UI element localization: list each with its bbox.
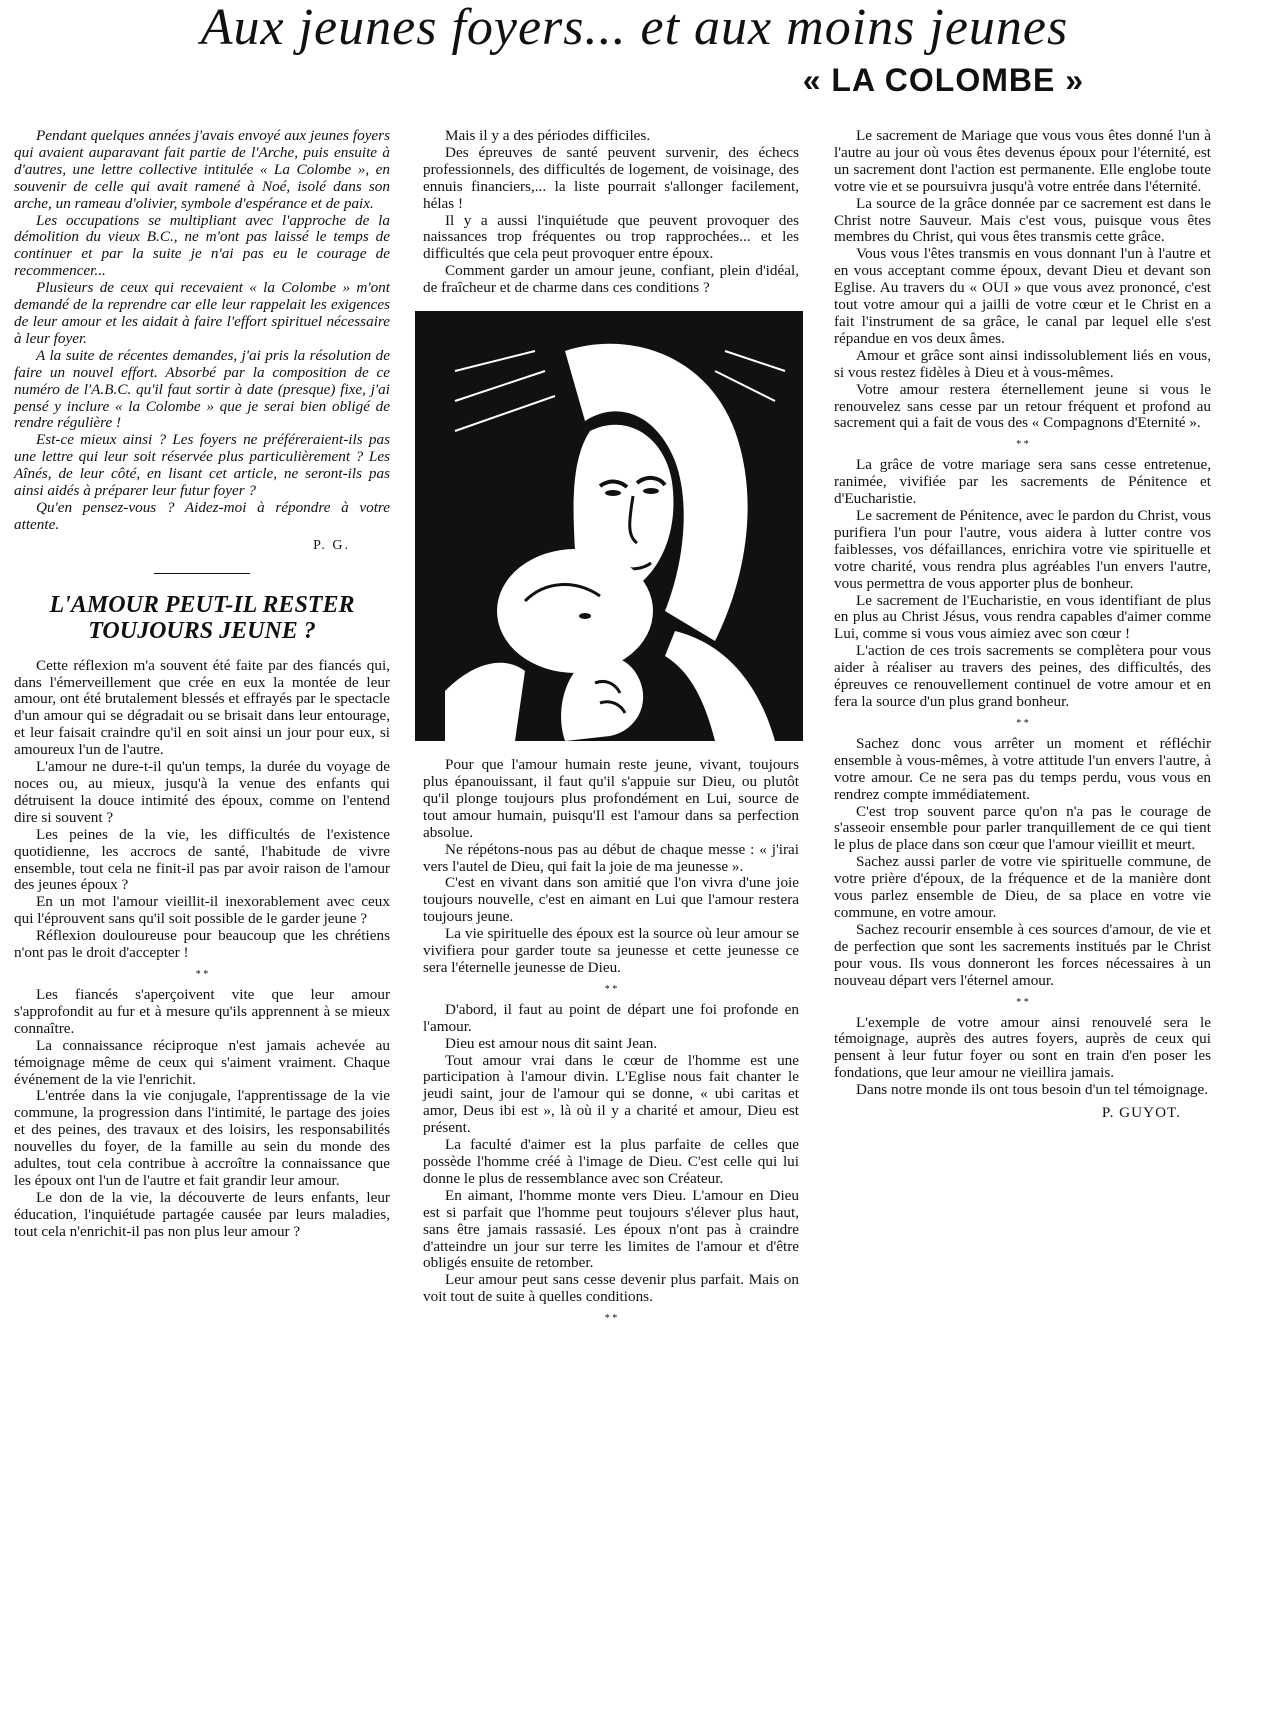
article-paragraph: Les peines de la vie, les difficultés de l'existence quotidienne, les accrocs de santé, l'habitude de vivre ensemble, tout cela ne finit-il pas par avoir raison de l'amour des jeunes époux ? bbox=[14, 825, 390, 894]
intro-paragraph: Pendant quelques années j'avais envoyé aux jeunes foyers qui avaient auparavant fait partie de l'Arche, puis ensuite à d'autres, une lettre collective intitulée « La Colombe », en souvenir de celle qui avait ramené à Noé, isolé dans son arche, un rameau d'olivier, symbole d'espérance et de paix. bbox=[14, 127, 390, 212]
intro-paragraph: A la suite de récentes demandes, j'ai pris la résolution de faire un nouvel effort. Absorbé par la composition de ce numéro de l'A.B.C. qu'il faut sortir à date (presque) fixe, j'ai pensé y inclure « la Colombe » que je serai bien obligé de rendre régulière ! bbox=[14, 346, 390, 432]
article-paragraph: Tout amour vrai dans le cœur de l'homme est une participation à l'amour divin. L'Eglise nous fait chanter le jeudi saint, jour de l'amour qui se donne, « ubi caritas et amor, Deus ibi est », là où il y a charité et amour, Dieu est présent. bbox=[423, 1051, 799, 1137]
article-paragraph: Votre amour restera éternellement jeune si vous le renouvelez sans cesse par un retour fréquent et profond au sacrement qui a fait de vous des « Compagnons d'Eternité ». bbox=[834, 380, 1211, 432]
asterism-separator: * * bbox=[604, 983, 618, 995]
article-paragraph: Vous vous l'êtes transmis en vous donnant l'un à l'autre et en vous acceptant comme époux, devant Dieu et devant son Eglise. Au travers du « OUI » que vous avez prononcé, c'est tout votre amour qui a jailli de votre cœur et le Christ en a fait l'instrument de sa grâce, le canal par lequel elle s'est répandue en vos deux âmes. bbox=[834, 245, 1211, 347]
asterism-separator: * * bbox=[1016, 439, 1029, 451]
intro-paragraph: Les occupations se multipliant avec l'approche de la démolition du vieux B.C., ne m'ont pas laissé le temps de continuer et par la suite je n'ai pas eu le courage de recommencer... bbox=[14, 211, 390, 280]
page-subtitle: « LA COLOMBE » bbox=[802, 62, 1084, 98]
article-paragraph: Sachez donc vous arrêter un moment et réfléchir ensemble à vous-mêmes, à votre attitude l'un envers l'autre, à votre amour. Ce ne sera pas du temps perdu, vous vous en rendrez compte immédiatement. bbox=[834, 734, 1211, 803]
column-2 bbox=[423, 128, 799, 1331]
article-paragraph: Sachez aussi parler de votre vie spirituelle commune, de votre prière d'époux, de la fréquence et de la manière dont vous parlez ensemble de Dieu, de sa place en votre vie commune, en votre amour. bbox=[834, 853, 1211, 921]
article-paragraph: Dieu est amour nous dit saint Jean. bbox=[445, 1034, 658, 1052]
article-paragraph: Leur amour peut sans cesse devenir plus parfait. Mais on voit tout de suite à quelles conditions. bbox=[423, 1271, 799, 1306]
article-paragraph: En aimant, l'homme monte vers Dieu. L'amour en Dieu est si parfait que l'homme peut toujours s'élever plus haut, sans être jamais rassasié. Les époux n'ont pas à craindre d'atteindre un jour sur terre les limites de l'amour et d'être obligés ensuite de retomber. bbox=[423, 1186, 799, 1272]
intro-signature: P. G. bbox=[313, 537, 350, 553]
intro-paragraph: Est-ce mieux ainsi ? Les foyers ne préféreraient-ils pas une lettre qui leur soit réservée plus particulièrement ? Les Aînés, de leur côté, en lisant cet article, ne seront-ils pas ainsi aidés à préparer leur futur foyer ? bbox=[14, 431, 390, 500]
intro-section bbox=[14, 128, 390, 534]
article-title: L'AMOUR PEUT-IL RESTER TOUJOURS JEUNE ? bbox=[49, 591, 355, 644]
intro-paragraph: Plusieurs de ceux qui recevaient « la Colombe » m'ont demandé de la reprendre car elle leur rappelait les exigences de leur amour et les aidait à faire l'effort spirituel nécessaire à leur foyer. bbox=[14, 279, 390, 347]
article-paragraph: Amour et grâce sont ainsi indissolublement liés en vous, si vous restez fidèles à Dieu et à vous-mêmes. bbox=[834, 346, 1211, 381]
article-paragraph: L'amour ne dure-t-il qu'un temps, la durée du voyage de noces ou, au mieux, jusqu'à la venue des enfants qui détruisent la douce intimité des époux, comme on l'entend dire si souvent ? bbox=[14, 758, 390, 826]
column-3 bbox=[834, 128, 1211, 1122]
asterism-separator: * * bbox=[195, 968, 209, 980]
article-paragraph: Le sacrement de Pénitence, avec le pardon du Christ, vous purifiera l'un pour l'autre, vous aidera à lutter contre vos faiblesses, vos défaillances, enrichira votre vie spirituelle et votre charité, vous rendra plus agréables l'un envers l'autre, vous permettra de vous apporter plus de bonheur. bbox=[834, 507, 1211, 592]
article-paragraph: La faculté d'aimer est la plus parfaite de celles que possède l'homme créé à l'image de Dieu. C'est celle qui lui donne le plus de ressemblance avec son Créateur. bbox=[423, 1136, 799, 1187]
article-paragraph: Des épreuves de santé peuvent survenir, des échecs professionnels, des difficultés de logement, de voisinage, des ennuis financiers,... la liste pourrait s'allonger facilement, hélas ! bbox=[423, 143, 799, 212]
article-paragraph: Le sacrement de Mariage que vous vous êtes donné l'un à l'autre au jour où vous êtes devenus époux pour l'éternité, est un sacrement dont l'action est permanente. Elle englobe toute votre vie et se poursuivra jusqu'à votre entrée dans l'éternité. bbox=[834, 127, 1211, 195]
article-paragraph: L'action de ces trois sacrements se complètera pour vous aider à réaliser au travers des peines, des difficultés, des épreuves ce renouvellement continuel de votre amour et en fera la source d'un plus grand bonheur. bbox=[834, 642, 1211, 710]
madonna-and-child-woodcut-icon bbox=[415, 311, 803, 741]
article-paragraph: D'abord, il faut au point de départ une foi profonde en l'amour. bbox=[423, 1000, 799, 1035]
asterism-separator: * * bbox=[604, 1313, 618, 1325]
section-divider bbox=[154, 573, 250, 574]
article-paragraph: L'entrée dans la vie conjugale, l'apprentissage de la vie commune, la progression dans l'intimité, le partage des joies et des peines, des travaux et des loisirs, les responsabilités nouvelles du foyer, de la famille au sein du monde des adultes, tout cela contribue à accroître la connaissance que les époux ont l'un de l'autre et fait grandir leur amour. bbox=[14, 1087, 390, 1189]
article-paragraph: La vie spirituelle des époux est la source où leur amour se vivifiera pour garder toute sa jeunesse et cette jeunesse ce sera l'éternelle jeunesse de Dieu. bbox=[423, 925, 799, 976]
article-paragraph: Le don de la vie, la découverte de leurs enfants, leur éducation, l'inquiétude partagée causée par leurs maladies, tout cela n'enrichit-il pas non plus leur amour ? bbox=[14, 1188, 390, 1240]
article-paragraph: Les fiancés s'aperçoivent vite que leur amour s'approfondit au fur et à mesure qu'ils apprennent à se mieux connaître. bbox=[14, 985, 390, 1037]
article-paragraph: Le sacrement de l'Eucharistie, en vous identifiant de plus en plus au Christ Jésus, vous rendra capables d'aimer comme Lui, comme si vous vous aimiez avec son cœur ! bbox=[834, 591, 1211, 643]
article-paragraph: Comment garder un amour jeune, confiant, plein d'idéal, de fraîcheur et de charme dans ces conditions ? bbox=[423, 262, 799, 297]
article-paragraph: Pour que l'amour humain reste jeune, vivant, toujours plus épanouissant, il faut qu'il s'appuie sur Dieu, ou plutôt qu'il plonge toujours plus profondément en Lui, source de tout amour humain, puisqu'Il est l'amour dans sa perfection absolue. bbox=[423, 756, 799, 841]
article-paragraph: Ne répétons-nous pas au début de chaque messe : « j'irai vers l'autel de Dieu, qui fait la joie de ma jeunesse ». bbox=[423, 840, 799, 875]
article-paragraph: En un mot l'amour vieillit-il inexorablement avec ceux qui l'éprouvent sans qu'il soit possible de le garder jeune ? bbox=[14, 893, 390, 928]
page-title: Aux jeunes foyers... et aux moins jeunes bbox=[200, 0, 1069, 56]
article-paragraph: Mais il y a des périodes difficiles. bbox=[445, 127, 651, 144]
article-paragraph: Réflexion douloureuse pour beaucoup que les chrétiens n'ont pas le droit d'accepter ! bbox=[14, 927, 390, 962]
article-paragraph: Il y a aussi l'inquiétude que peuvent provoquer des naissances trop fréquentes ou trop rapprochées... et les difficultés que cela peut provoquer entre époux. bbox=[423, 211, 799, 263]
article-paragraph: La connaissance réciproque n'est jamais achevée au témoignage même de ceux qui s'aiment vraiment. Chaque événement de la vie l'enrichit. bbox=[14, 1036, 390, 1088]
article-paragraph: Cette réflexion m'a souvent été faite par des fiancés qui, dans l'émerveillement que crée en eux la montée de leur amour, ont été brutalement blessés et effrayés par le spectacle d'un amour qui se dégradait ou se brisait dans leur entourage, et leur faisait craindre qu'il en soit ainsi un jour pour eux, si amoureux l'un de l'autre. bbox=[14, 656, 390, 759]
madonna-and-child-illustration bbox=[415, 311, 803, 741]
article-paragraph: Dans notre monde ils ont tous besoin d'un tel témoignage. bbox=[856, 1081, 1208, 1099]
asterism-separator: * * bbox=[1016, 996, 1029, 1008]
author-signature: P. GUYOT. bbox=[1101, 1104, 1181, 1122]
article-paragraph: L'exemple de votre amour ainsi renouvelé sera le témoignage, auprès des autres foyers, auprès de ceux qui pensent à leur futur foyer ou sont en train d'en poser les fondations, que leur amour ne vieillira jamais. bbox=[834, 1013, 1211, 1082]
asterism-separator: * * bbox=[1016, 717, 1029, 729]
article-paragraph: Sachez recourir ensemble à ces sources d'amour, de vie et de perfection que sont les sacrements institués par le Christ pour vous. Ils vous donneront les forces nécessaires à un nouveau départ vers l'éternel amour. bbox=[834, 920, 1211, 989]
intro-paragraph: Qu'en pensez-vous ? Aidez-moi à répondre à votre attente. bbox=[14, 498, 390, 533]
article-paragraph: La grâce de votre mariage sera sans cesse entretenue, ranimée, vivifiée par les sacrements de Pénitence et d'Eucharistie. bbox=[834, 456, 1211, 508]
column-1 bbox=[14, 128, 390, 1241]
article-paragraph: La source de la grâce donnée par ce sacrement est dans le Christ notre Sauveur. Mais c'est vous, puisque vous êtes membres du Christ, qui vous êtes transmis cette grâce. bbox=[834, 194, 1211, 246]
article-paragraph: C'est en vivant dans son amitié que l'on vivra d'une joie toujours nouvelle, c'est en aimant en Lui que l'amour restera toujours jeune. bbox=[423, 874, 799, 926]
article-paragraph: C'est trop souvent parce qu'on n'a pas le courage de s'asseoir ensemble pour parler tranquillement de ce qui tient le plus de place dans son cœur que l'amour vieillit et meurt. bbox=[834, 802, 1211, 854]
